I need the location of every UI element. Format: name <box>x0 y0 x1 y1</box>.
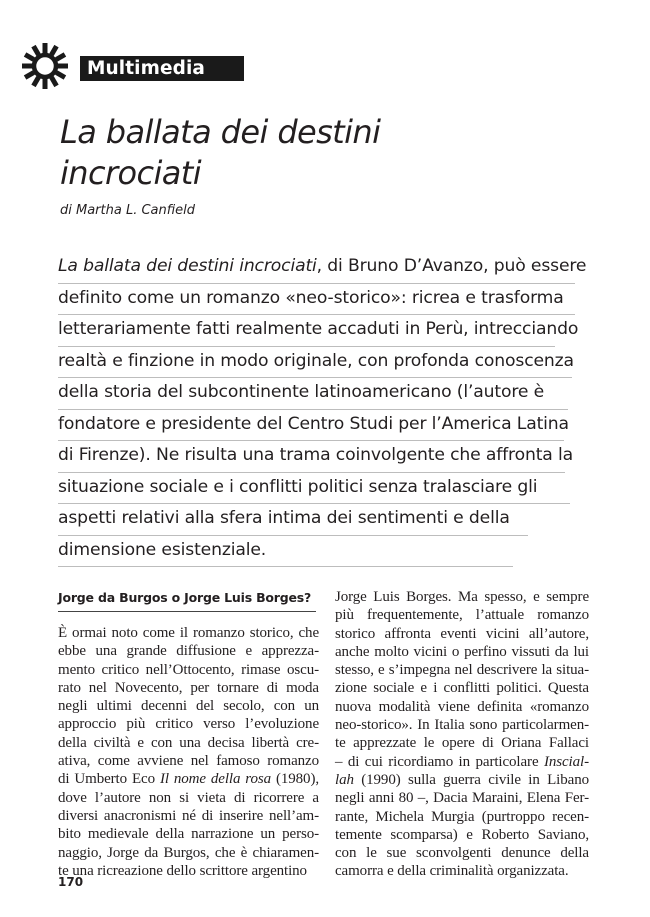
text-run: aspetti relativi alla sfera intima dei sentimenti e della <box>58 508 510 528</box>
text-line <box>335 844 589 862</box>
text-line <box>58 315 579 347</box>
text-line <box>335 862 589 880</box>
text-run: rante, Michela Murgia (purtroppo recen- <box>335 808 589 825</box>
text-run: negli ultimi decenni del secolo, con un <box>58 698 319 715</box>
italic-text: Inscial- <box>543 753 589 770</box>
text-line <box>58 825 319 843</box>
right-column <box>335 588 589 881</box>
lead-paragraph <box>58 252 587 567</box>
text-line <box>335 734 589 752</box>
right-column-body <box>335 588 589 881</box>
text-line <box>335 588 589 606</box>
text-run: con le sue sconvolgenti denunce della <box>335 845 589 862</box>
text-line <box>58 441 574 473</box>
text-line <box>58 410 569 442</box>
text-run: nuova modalità viene definita «romanzo <box>335 698 589 715</box>
text-run: (1990) sulla guerra civile in Libano <box>353 771 589 788</box>
text-run: zione sociale e i conflitti politici. Questa <box>335 680 589 697</box>
text-run: definito come un romanzo «neo-storico»: ricrea e trasforma <box>58 287 564 308</box>
text-run: Jorge Luis Borges. Ma spesso, e sempre <box>335 589 589 605</box>
italic-text: La ballata dei destini incrociati <box>58 256 317 276</box>
text-run: di Umberto Eco <box>58 771 160 788</box>
text-run: della storia del subcontinente latinoamericano (l’autore è <box>58 382 545 402</box>
text-run: , di Bruno D’Avanzo, può essere <box>316 256 587 276</box>
text-run: camorra e della criminalità organizzata. <box>335 863 569 880</box>
text-line <box>58 252 587 284</box>
text-line <box>58 536 513 568</box>
text-line <box>58 624 319 642</box>
text-run: storico affronta eventi vicini all’autore, <box>335 625 589 642</box>
text-line <box>58 347 572 379</box>
text-run: te una ricreazione dello scrittore argentino <box>58 862 307 879</box>
text-line <box>58 378 568 410</box>
italic-text: lah <box>335 771 354 788</box>
text-run: rato nel Novecento, per tornare di moda <box>58 679 319 696</box>
text-run: naggio, Jorge da Burgos, che è chiaramen- <box>58 844 319 861</box>
text-run: te apprezzate le opere di Oriana Fallaci <box>335 735 589 752</box>
text-line <box>58 504 528 536</box>
text-line <box>58 734 319 752</box>
text-line <box>58 661 319 679</box>
text-line <box>58 789 319 807</box>
text-line <box>58 752 319 770</box>
text-line <box>58 473 570 505</box>
text-line <box>58 770 319 788</box>
text-line <box>58 679 319 697</box>
text-run: fondatore e presidente del Centro Studi per l’America Latina <box>58 413 569 434</box>
title-line: La ballata dei destini <box>60 113 381 151</box>
left-column-body <box>58 624 319 880</box>
text-run: – di cui ricordiamo in particolare <box>335 753 544 770</box>
byline: di Martha L. Canfield <box>60 203 196 218</box>
text-run: È ormai noto come il romanzo storico, che <box>58 625 319 641</box>
sun-ray <box>22 64 32 69</box>
text-run: realtà e finzione in modo originale, con profonda conoscenza <box>58 350 574 371</box>
text-line <box>58 284 575 316</box>
text-line <box>335 826 589 844</box>
text-run: più frequentemente, l’attuale romanzo <box>335 607 589 624</box>
text-run: ativa, come avviene nel famoso romanzo <box>58 753 319 770</box>
text-run: di Firenze). Ne risulta una trama coinvolgente che affronta la <box>58 445 574 465</box>
text-run: (1980), <box>271 771 319 788</box>
title-line: incrociati <box>60 154 202 192</box>
text-line <box>335 625 589 643</box>
text-run: ebbe una grande diffusione e apprezza- <box>58 643 319 660</box>
text-run: neo-storico». In Italia sono particolarmen- <box>335 717 589 734</box>
text-line <box>335 606 589 624</box>
text-run: bito medievale della narrazione un perso- <box>58 826 319 843</box>
left-column <box>58 588 319 880</box>
text-run: della civiltà e con una decisa libertà cre- <box>58 734 319 751</box>
text-line <box>58 844 319 862</box>
sun-ray <box>58 64 68 69</box>
text-run: anche molto vicini o perfino vissuti da lui <box>335 643 589 660</box>
text-line <box>335 771 589 789</box>
text-line <box>335 679 589 697</box>
text-run: stesso, e s’impegna nel descrivere la situa- <box>335 662 589 679</box>
sun-ray <box>43 79 48 89</box>
text-line <box>335 698 589 716</box>
text-run: dove l’autore non si vieta di ricorrere a <box>58 789 319 806</box>
text-run: temente scomparsa) e Roberto Saviano, <box>335 826 589 843</box>
text-line <box>58 697 319 715</box>
text-run: dimensione esistenziale. <box>58 539 267 560</box>
text-run: situazione sociale e i conflitti politici senza tralasciare gli <box>58 476 538 497</box>
text-line <box>335 661 589 679</box>
italic-text: Il nome della rosa <box>159 771 272 788</box>
sun-icon <box>18 41 74 91</box>
text-run: diversi anacronismi né di inserire nell’am- <box>58 807 319 824</box>
article-title <box>60 112 620 194</box>
text-line <box>335 789 589 807</box>
text-line <box>58 807 319 825</box>
text-run: mento critico nell’Ottocento, rimase oscu- <box>58 661 319 678</box>
text-run: approccio più critico verso l’evoluzione <box>58 716 319 733</box>
page-number: 170 <box>58 875 84 889</box>
text-run: negli anni 80 –, Dacia Maraini, Elena Fer- <box>335 790 589 807</box>
text-run: letterariamente fatti realmente accaduti in Perù, intrecciando <box>58 319 579 339</box>
text-line <box>58 642 319 660</box>
text-line <box>335 808 589 826</box>
text-line <box>335 716 589 734</box>
text-line <box>335 753 589 771</box>
section-tag: Multimedia <box>80 56 244 81</box>
subheading: Jorge da Burgos o Jorge Luis Borges? <box>58 588 316 612</box>
sun-ray <box>43 43 48 53</box>
text-line <box>58 715 319 733</box>
text-line <box>58 862 319 880</box>
text-line <box>335 643 589 661</box>
